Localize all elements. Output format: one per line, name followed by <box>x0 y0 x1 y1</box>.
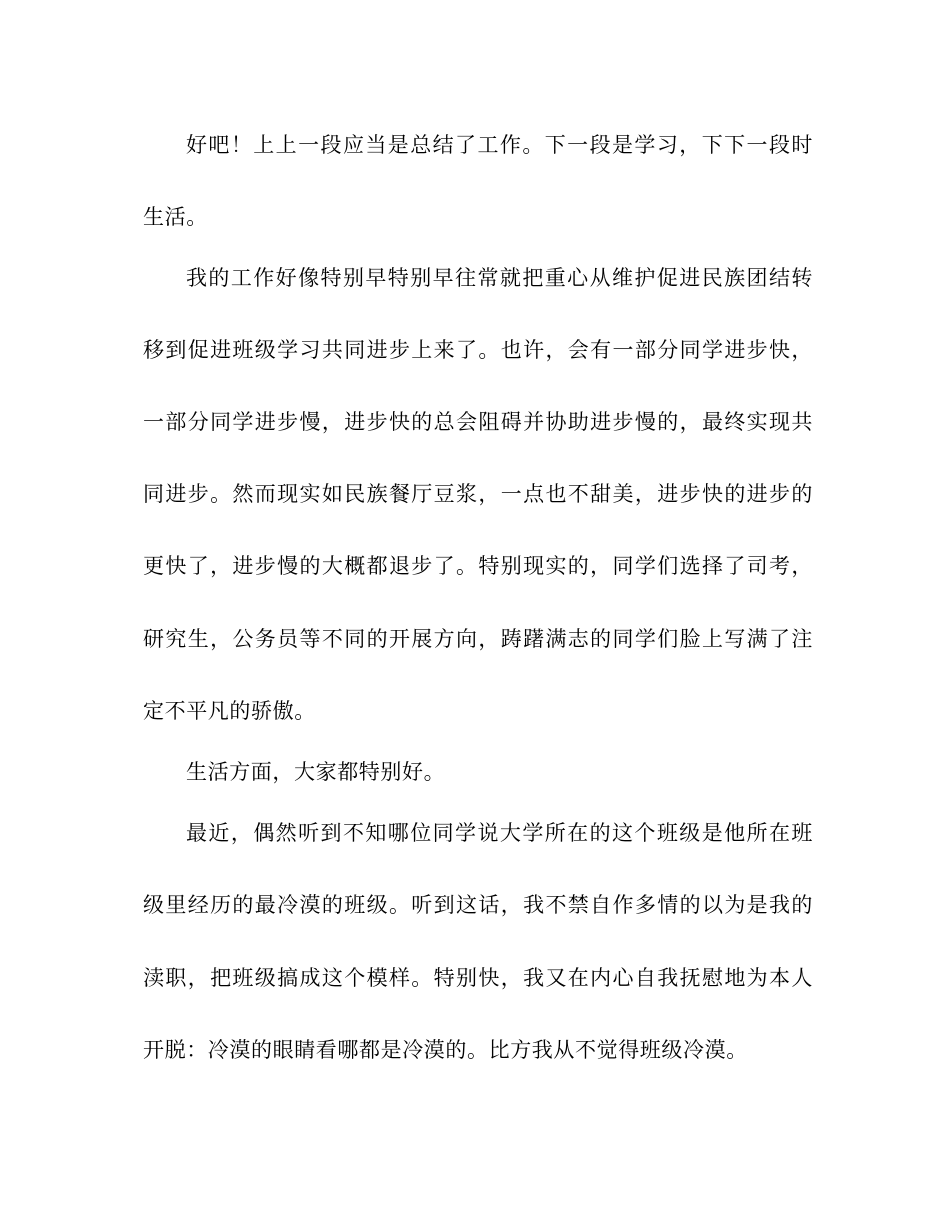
paragraph-4-line-4: 开脱：冷漠的眼睛看哪都是冷漠的。比方我从不觉得班级冷漠。 <box>143 1038 748 1062</box>
paragraph-4-line-1: 最近，偶然听到不知哪位同学说大学所在的这个班级是他所在班 <box>186 821 813 845</box>
paragraph-1-line-1: 好吧！上上一段应当是总结了工作。下一段是学习，下下一段时 <box>186 133 813 157</box>
paragraph-2-line-6: 研究生，公务员等不同的开展方向，踌躇满志的同学们脸上写满了注 <box>143 627 813 651</box>
paragraph-4-line-2: 级里经历的最冷漠的班级。听到这话，我不禁自作多情的以为是我的 <box>143 893 813 917</box>
paragraph-4-line-3: 渎职，把班级搞成这个模样。特别快，我又在内心自我抚慰地为本人 <box>143 966 813 990</box>
paragraph-2-line-2: 移到促进班级学习共同进步上来了。也许，会有一部分同学进步快， <box>143 338 813 362</box>
paragraph-2-line-5: 更快了，进步慢的大概都退步了。特别现实的，同学们选择了司考， <box>143 554 813 578</box>
paragraph-3-line-1: 生活方面，大家都特别好。 <box>186 760 446 784</box>
paragraph-2-line-1: 我的工作好像特别早特别早往常就把重心从维护促进民族团结转 <box>186 266 813 290</box>
paragraph-2-line-3: 一部分同学进步慢，进步快的总会阻碍并协助进步慢的，最终实现共 <box>143 410 813 434</box>
paragraph-1-line-2: 生活。 <box>143 205 208 229</box>
paragraph-2-line-7: 定不平凡的骄傲。 <box>143 699 316 723</box>
paragraph-2-line-4: 同进步。然而现实如民族餐厅豆浆，一点也不甜美，进步快的进步的 <box>143 482 813 506</box>
